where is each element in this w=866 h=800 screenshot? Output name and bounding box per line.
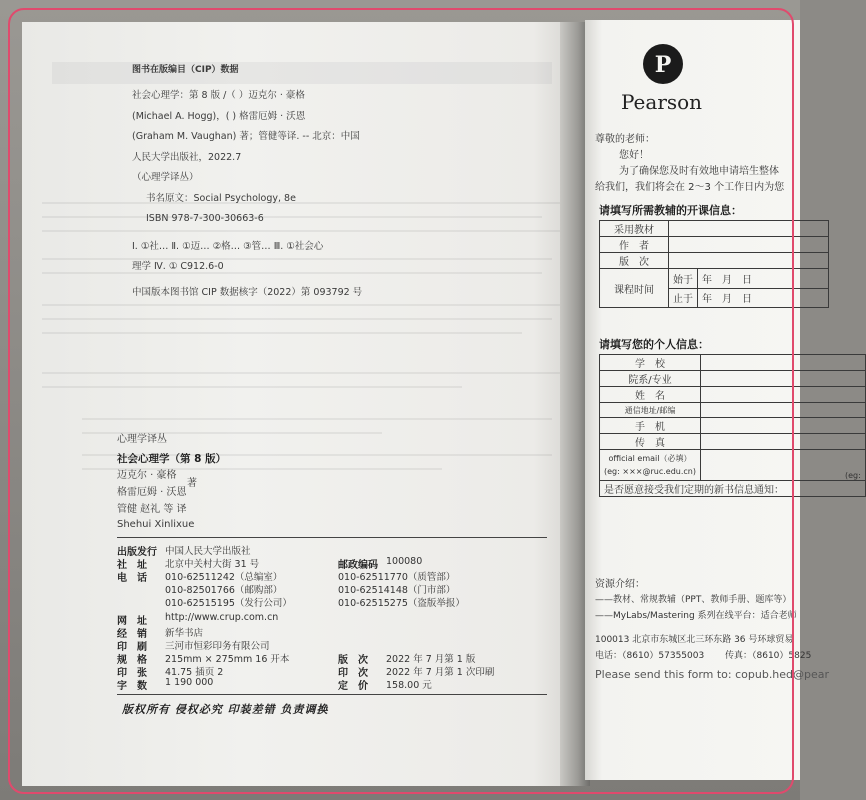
label-edition: 版 次	[338, 655, 368, 666]
intro-line: 给我们，我们将会在 2～3 个工作日内为您	[595, 182, 785, 193]
phone: 010-62511242（总编室）	[165, 572, 283, 583]
hello: 您好！	[619, 150, 649, 161]
website: http://www.crup.com.cn	[165, 612, 279, 623]
pearson-brand: Pearson	[621, 90, 703, 114]
printer: 三河市恒彩印务有限公司	[165, 641, 270, 652]
bleed-through-line	[42, 332, 522, 334]
bleed-through-line	[42, 318, 552, 320]
newsletter-question[interactable]: 是否愿意接受我们定期的新书信息通知：	[600, 481, 866, 497]
phone: 010-62515275（盗版举报）	[338, 598, 465, 609]
author-zhu: 著	[187, 478, 197, 489]
personal-row-input[interactable]	[700, 387, 865, 403]
intro-line: 为了确保您及时有效地申请培生整体	[619, 166, 779, 177]
divider	[117, 537, 547, 538]
label-phone: 电 话	[117, 573, 147, 584]
label-sheets: 印 张	[117, 668, 147, 679]
cip-line: 社会心理学：第 8 版 /（ ）迈克尔 · 豪格	[132, 90, 305, 101]
cip-line: 书名原文：Social Psychology, 8e	[146, 192, 296, 204]
resource-item: ——教材、常规教辅（PPT、教师手册、题库等）	[595, 595, 792, 605]
contact-fax: 传真：（8610）5825	[725, 651, 812, 661]
course-info-table	[599, 220, 829, 308]
email-label: official email（必填）	[608, 454, 692, 463]
course-row-input[interactable]	[669, 253, 829, 269]
send-form-note: Please send this form to: copub.hed@pear	[595, 668, 830, 681]
course-row-label: 采用教材	[600, 221, 669, 237]
label-words: 字 数	[117, 681, 147, 692]
cip-heading: 图书在版编目（CIP）数据	[132, 65, 239, 75]
start-date[interactable]: 年 月 日	[698, 269, 829, 289]
bleed-through-line	[42, 386, 462, 388]
address: 北京中关村大街 31 号	[165, 559, 260, 570]
personal-row-label: 手 机	[600, 418, 701, 434]
cip-line: 人民大学出版社，2022.7	[132, 151, 242, 163]
right-page	[585, 20, 861, 780]
personal-heading: 请填写您的个人信息：	[599, 338, 709, 351]
price: 158.00 元	[386, 680, 432, 691]
divider	[117, 694, 547, 695]
label-distributor: 经 销	[117, 629, 147, 640]
email-label-cell	[600, 450, 701, 481]
postcode: 100080	[386, 556, 423, 567]
publisher: 中国人民大学出版社	[165, 546, 251, 557]
label-postcode: 邮政编码	[338, 560, 378, 571]
spec: 215mm × 275mm 16 开本	[165, 654, 290, 665]
copyright-slogan: 版权所有 侵权必究 印装差错 负责调换	[122, 703, 329, 716]
cip-line: (Michael A. Hogg)，( ) 格雷厄姆 · 沃恩	[132, 110, 306, 122]
cip-block	[132, 66, 452, 308]
personal-row-label: 院系/专业	[600, 371, 701, 387]
phone: 010-82501766（邮购部）	[165, 585, 283, 596]
personal-row-input[interactable]	[700, 434, 865, 450]
course-row-input[interactable]	[669, 221, 829, 237]
personal-row-input[interactable]	[700, 355, 865, 371]
course-row-label: 版 次	[600, 253, 669, 269]
course-heading: 请填写所需教辅的开课信息：	[599, 204, 742, 217]
label-address: 社 址	[117, 560, 147, 571]
sheets: 41.75 插页 2	[165, 667, 224, 678]
start-label: 始于	[669, 269, 698, 289]
label-publisher: 出版发行	[117, 547, 157, 558]
email-input[interactable]	[700, 450, 865, 481]
phone: 010-62514148（门市部）	[338, 585, 456, 596]
personal-row-input[interactable]	[700, 403, 865, 418]
label-printer: 印 刷	[117, 642, 147, 653]
word-count: 1 190 000	[165, 677, 214, 688]
label-printing: 印 次	[338, 668, 368, 679]
course-row-label: 作 者	[600, 237, 669, 253]
cip-line: 中国版本图书馆 CIP 数据核字（2022）第 093792 号	[132, 286, 363, 298]
resource-item: ——MyLabs/Mastering 系列在线平台：适合老师	[595, 611, 797, 621]
phone: 010-62515195（发行公司）	[165, 598, 292, 609]
personal-row-input[interactable]	[700, 371, 865, 387]
bleed-through-line	[82, 418, 552, 420]
label-spec: 规 格	[117, 655, 147, 666]
label-website: 网 址	[117, 616, 147, 627]
pearson-logo-icon	[643, 44, 683, 84]
author-2: 格雷厄姆 · 沃恩	[117, 487, 187, 498]
pinyin-title: Shehui Xinlixue	[117, 519, 195, 530]
cip-line: ISBN 978-7-300-30663-6	[146, 213, 264, 224]
contact-phone: 电话：（8610）57355003	[595, 651, 705, 661]
personal-row-label: 姓 名	[600, 387, 701, 403]
email-example-short: (eg:	[844, 471, 861, 480]
cip-line: 理学 Ⅳ. ① C912.6-0	[132, 261, 224, 272]
cip-line: (Graham M. Vaughan) 著；管健等译. -- 北京：中国	[132, 131, 360, 142]
resources-heading: 资源介绍：	[595, 579, 645, 590]
phone: 010-62511770（质管部）	[338, 572, 456, 583]
greeting: 尊敬的老师：	[595, 134, 655, 145]
personal-row-input[interactable]	[700, 418, 865, 434]
bleed-through-line	[42, 372, 562, 374]
cip-line: （心理学译丛）	[132, 172, 199, 183]
personal-row-label: 学 校	[600, 355, 701, 371]
series-name: 心理学译丛	[117, 434, 167, 445]
author-1: 迈克尔 · 豪格	[117, 470, 177, 481]
course-row-input[interactable]	[669, 237, 829, 253]
book-title: 社会心理学（第 8 版）	[117, 453, 227, 465]
mail-address: 100013 北京市东城区北三环东路 36 号环球贸易	[595, 635, 794, 645]
personal-row-label: 通信地址/邮编	[600, 403, 701, 418]
printing: 2022 年 7 月第 1 次印刷	[386, 667, 495, 678]
personal-row-label: 传 真	[600, 434, 701, 450]
end-label: 止于	[669, 288, 698, 308]
personal-info-table	[599, 354, 866, 497]
edition: 2022 年 7 月第 1 版	[386, 654, 476, 665]
pearson-logo-letter: P	[654, 52, 672, 78]
cip-line: Ⅰ. ①社… Ⅱ. ①迈… ②格… ③管… Ⅲ. ①社会心	[132, 240, 324, 252]
label-price: 定 价	[338, 681, 368, 692]
translators: 管健 赵礼 等 译	[117, 504, 187, 515]
end-date[interactable]: 年 月 日	[698, 288, 829, 308]
email-example: (eg: ×××@ruc.edu.cn)	[604, 467, 696, 476]
course-time-label: 课程时间	[600, 269, 669, 308]
distributor: 新华书店	[165, 628, 204, 639]
